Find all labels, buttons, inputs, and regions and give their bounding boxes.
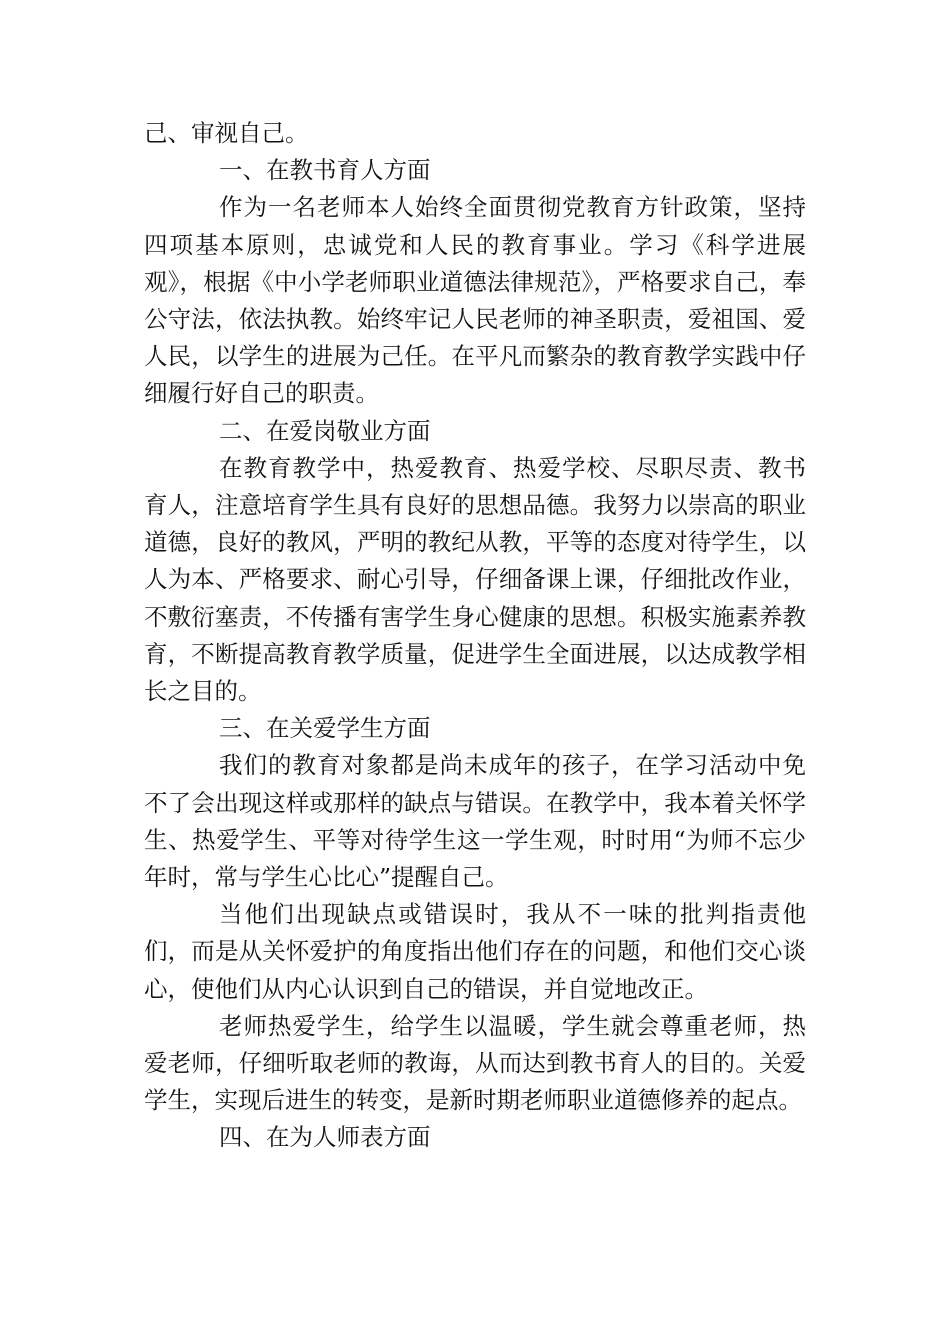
paragraph-caring-students-3: 老师热爱学生，给学生以温暖，学生就会尊重老师，热爱老师，仔细听取老师的教诲，从而达到教书育人的目的。关爱学生，实现后进生的转变，是新时期老师职业道德修养的起点。 bbox=[144, 1011, 806, 1115]
paragraph-caring-students-2: 当他们出现缺点或错误时，我从不一味的批判指责他们，而是从关怀爱护的角度指出他们存在的问题，和他们交心谈心，使他们从内心认识到自己的错误，并自觉地改正。 bbox=[144, 900, 806, 1003]
paragraph-teaching: 作为一名老师本人始终全面贯彻党教育方针政策，坚持四项基本原则，忠诚党和人民的教育事业。学习《科学进展观》，根据《中小学老师职业道德法律规范》，严格要求自己，奉公守法，依法执教。始终牢记人民老师的神圣职责，爱祖国、爱人民，以学生的进展为己任。在平凡而繁杂的教育教学实践中仔细履行好自己的职责。 bbox=[144, 193, 806, 408]
paragraph-dedication: 在教育教学中，热爱教育、热爱学校、尽职尽责、教书育人，注意培育学生具有良好的思想品德。我努力以崇高的职业道德，良好的教风，严明的教纪从教，平等的态度对待学生，以人为本、严格要求、耐心引导，仔细备课上课，仔细批改作业，不敷衍塞责，不传播有害学生身心健康的思想。积极实施素养教育，不断提高教育教学质量，促进学生全面进展，以达成教学相长之目的。 bbox=[144, 453, 806, 706]
paragraph-caring-students-1: 我们的教育对象都是尚未成年的孩子，在学习活动中免不了会出现这样或那样的缺点与错误。在教学中，我本着关怀学生、热爱学生、平等对待学生这一学生观，时时用“为师不忘少年时，常与学生心比心”提醒自己。 bbox=[144, 751, 806, 892]
section-heading-teaching: 一、在教书育人方面 bbox=[219, 156, 431, 185]
document-body bbox=[144, 115, 806, 1157]
section-heading-dedication: 二、在爱岗敬业方面 bbox=[219, 416, 431, 445]
section-heading-caring-students: 三、在关爱学生方面 bbox=[219, 714, 431, 743]
paragraph-continuation: 己、审视自己。 bbox=[144, 119, 309, 147]
section-heading-role-model: 四、在为人师表方面 bbox=[219, 1123, 431, 1152]
